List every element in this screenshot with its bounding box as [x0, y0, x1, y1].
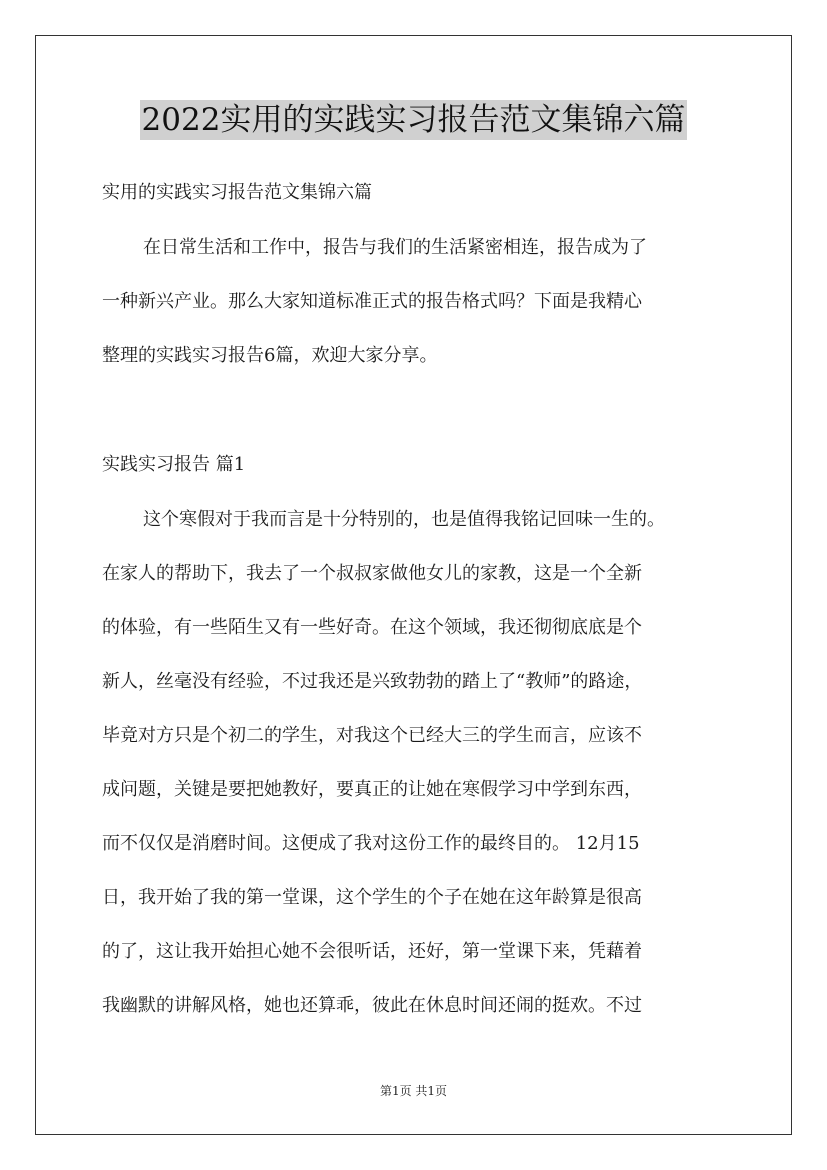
page-number-footer: 第1页 共1页 [379, 1084, 448, 1098]
body-line: 我幽默的讲解风格，她也还算乖，彼此在休息时间还闹的挺欢。不过 [102, 995, 642, 1016]
body-line: 而不仅仅是消磨时间。这便成了我对这份工作的最终目的。 12月15 [102, 833, 640, 854]
body-line: 成问题，关键是要把她教好，要真正的让她在寒假学习中学到东西， [102, 779, 642, 800]
section-heading: 实践实习报告 篇1 [102, 454, 246, 475]
intro-line: 整理的实践实习报告6篇，欢迎大家分享。 [102, 345, 438, 366]
intro-line: 一种新兴产业。那么大家知道标准正式的报告格式吗？下面是我精心 [102, 291, 642, 312]
body-line: 的了，这让我开始担心她不会很听话，还好，第一堂课下来，凭藉着 [102, 941, 642, 962]
intro-line: 在日常生活和工作中，报告与我们的生活紧密相连，报告成为了 [143, 237, 647, 258]
body-line: 毕竟对方只是个初二的学生，对我这个已经大三的学生而言，应该不 [102, 725, 642, 746]
document-title: 2022实用的实践实习报告范文集锦六篇 [141, 102, 686, 138]
title-container [0, 100, 827, 140]
body-line: 的体验，有一些陌生又有一些好奇。在这个领域，我还彻彻底底是个 [102, 617, 642, 638]
document-subtitle: 实用的实践实习报告范文集锦六篇 [102, 182, 372, 203]
body-line: 日，我开始了我的第一堂课，这个学生的个子在她在这年龄算是很高 [102, 887, 642, 908]
body-line: 这个寒假对于我而言是十分特别的，也是值得我铭记回味一生的。 [143, 509, 665, 530]
body-line: 新人，丝毫没有经验，不过我还是兴致勃勃的踏上了“教师”的路途， [102, 671, 643, 692]
body-line: 在家人的帮助下，我去了一个叔叔家做他女儿的家教，这是一个全新 [102, 563, 642, 584]
